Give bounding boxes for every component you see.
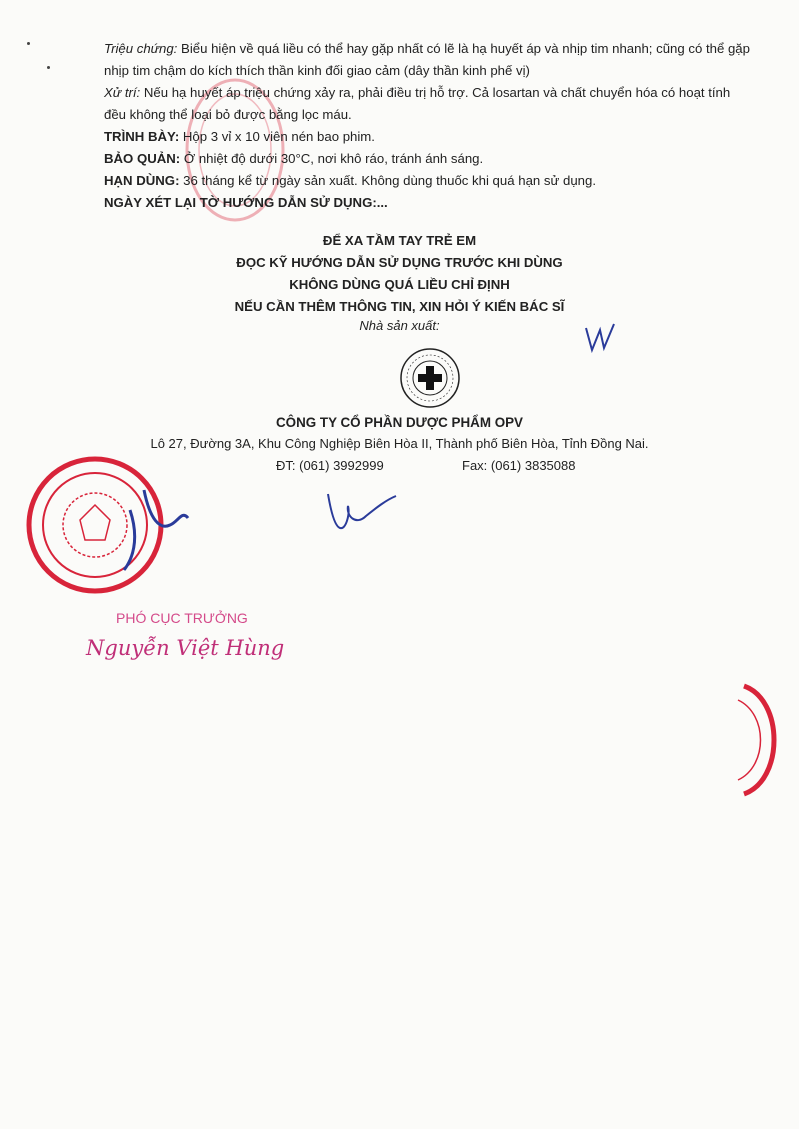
scan-dot — [47, 66, 50, 69]
paragraph-storage: BẢO QUẢN: Ở nhiệt độ dưới 30°C, nơi khô ráo, tránh ánh sáng. — [104, 151, 484, 166]
red-seal-stamp — [20, 450, 210, 600]
company-address: Lô 27, Đường 3A, Khu Công Nghiệp Biên Hòa II, Thành phố Biên Hòa, Tỉnh Đồng Nai. — [150, 436, 649, 451]
signatory-title: PHÓ CỤC TRƯỞNG — [116, 610, 248, 626]
warnings-block — [0, 230, 799, 333]
initials-signature-icon — [580, 318, 620, 358]
warning-line: ĐỂ XA TẦM TAY TRẺ EM — [322, 233, 477, 248]
paragraph-review-date: NGÀY XÉT LẠI TỜ HƯỚNG DẪN SỬ DỤNG:... — [104, 195, 388, 210]
paragraph-expiry: HẠN DÙNG: 36 tháng kể từ ngày sản xuất. Không dùng thuốc khi quá hạn sử dụng. — [104, 173, 596, 188]
paragraph-presentation: TRÌNH BÀY: Hộp 3 vỉ x 10 viên nén bao phim. — [104, 129, 375, 144]
scan-dot — [27, 42, 30, 45]
warning-line: ĐỌC KỸ HƯỚNG DẪN SỬ DỤNG TRƯỚC KHI DÙNG — [236, 255, 563, 270]
company-phone: ĐT: (061) 3992999 — [276, 458, 384, 473]
paragraph-treatment: Xử trí: Nếu hạ huyết áp triệu chứng xảy ra, phải điều trị hỗ trợ. Cả losartan và chất chuyển hóa có hoạt tính đều không thể loại bỏ được bằng lọc máu. — [104, 85, 731, 122]
blue-signature — [320, 486, 400, 536]
manufacturer-label: Nhà sản xuất: — [359, 318, 440, 333]
signatory-name: Nguyễn Việt Hùng — [86, 636, 285, 660]
instructions-text — [104, 38, 754, 214]
company-fax: Fax: (061) 3835088 — [462, 458, 576, 473]
warning-line: KHÔNG DÙNG QUÁ LIỀU CHỈ ĐỊNH — [289, 277, 510, 292]
company-name: CÔNG TY CỔ PHẦN DƯỢC PHẨM OPV — [276, 415, 523, 430]
partial-red-stamp — [724, 680, 799, 800]
paragraph-symptoms: Triệu chứng: Biểu hiện về quá liều có thể hay gặp nhất có lẽ là hạ huyết áp và nhịp tim nhanh; cũng có thể gặp nhịp tim chậm do kích thích thần kinh đối giao cảm (dây thần kinh phế vị) — [104, 41, 750, 78]
warning-line: NẾU CẦN THÊM THÔNG TIN, XIN HỎI Ý KIẾN BÁC SĨ — [234, 299, 565, 314]
company-logo-cross-icon — [398, 346, 462, 410]
